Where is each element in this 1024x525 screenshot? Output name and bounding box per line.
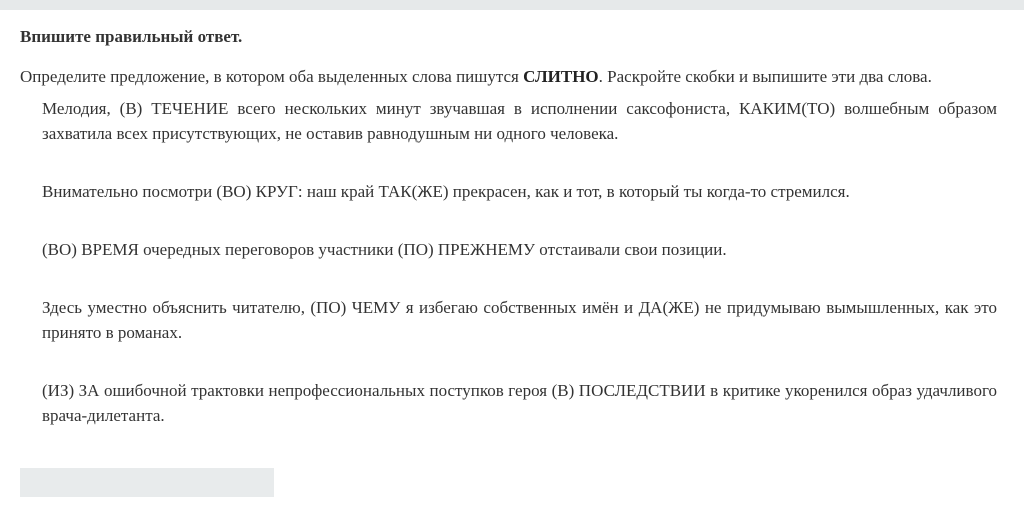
answer-input[interactable]	[20, 468, 274, 497]
question-text-end: . Раскройте скобки и выпишите эти два слова.	[598, 67, 932, 86]
question-emphasis: СЛИТНО	[523, 67, 599, 86]
option-2: Внимательно посмотри (ВО) КРУГ: наш край ТАК(ЖЕ) прекрасен, как и тот, в который ты когда-то стремился.	[42, 182, 850, 201]
options-list	[42, 96, 997, 428]
task-instruction: Впишите правильный ответ.	[20, 27, 243, 46]
option-3: (ВО) ВРЕМЯ очередных переговоров участники (ПО) ПРЕЖНЕМУ отстаивали свои позиции.	[42, 240, 727, 259]
question-text-start: Определите предложение, в котором оба выделенных слова пишутся	[20, 67, 524, 86]
option-4: Здесь уместно объяснить читателю, (ПО) ЧЕМУ я избегаю собственных имён и ДА(ЖЕ) не придумываю вымышленных, как это принято в романах.	[42, 298, 997, 342]
option-1: Мелодия, (В) ТЕЧЕНИЕ всего нескольких минут звучавшая в исполнении саксофониста, КАКИМ(ТО) волшебным образом захватила всех присутствующих, не оставив равнодушным ни одного человека.	[42, 99, 997, 143]
top-bar	[0, 0, 1024, 10]
option-5: (ИЗ) ЗА ошибочной трактовки непрофессиональных поступков героя (В) ПОСЛЕДСТВИИ в критике укоренился образ удачливого врача-дилетанта.	[42, 381, 997, 425]
task-question	[20, 67, 1010, 87]
